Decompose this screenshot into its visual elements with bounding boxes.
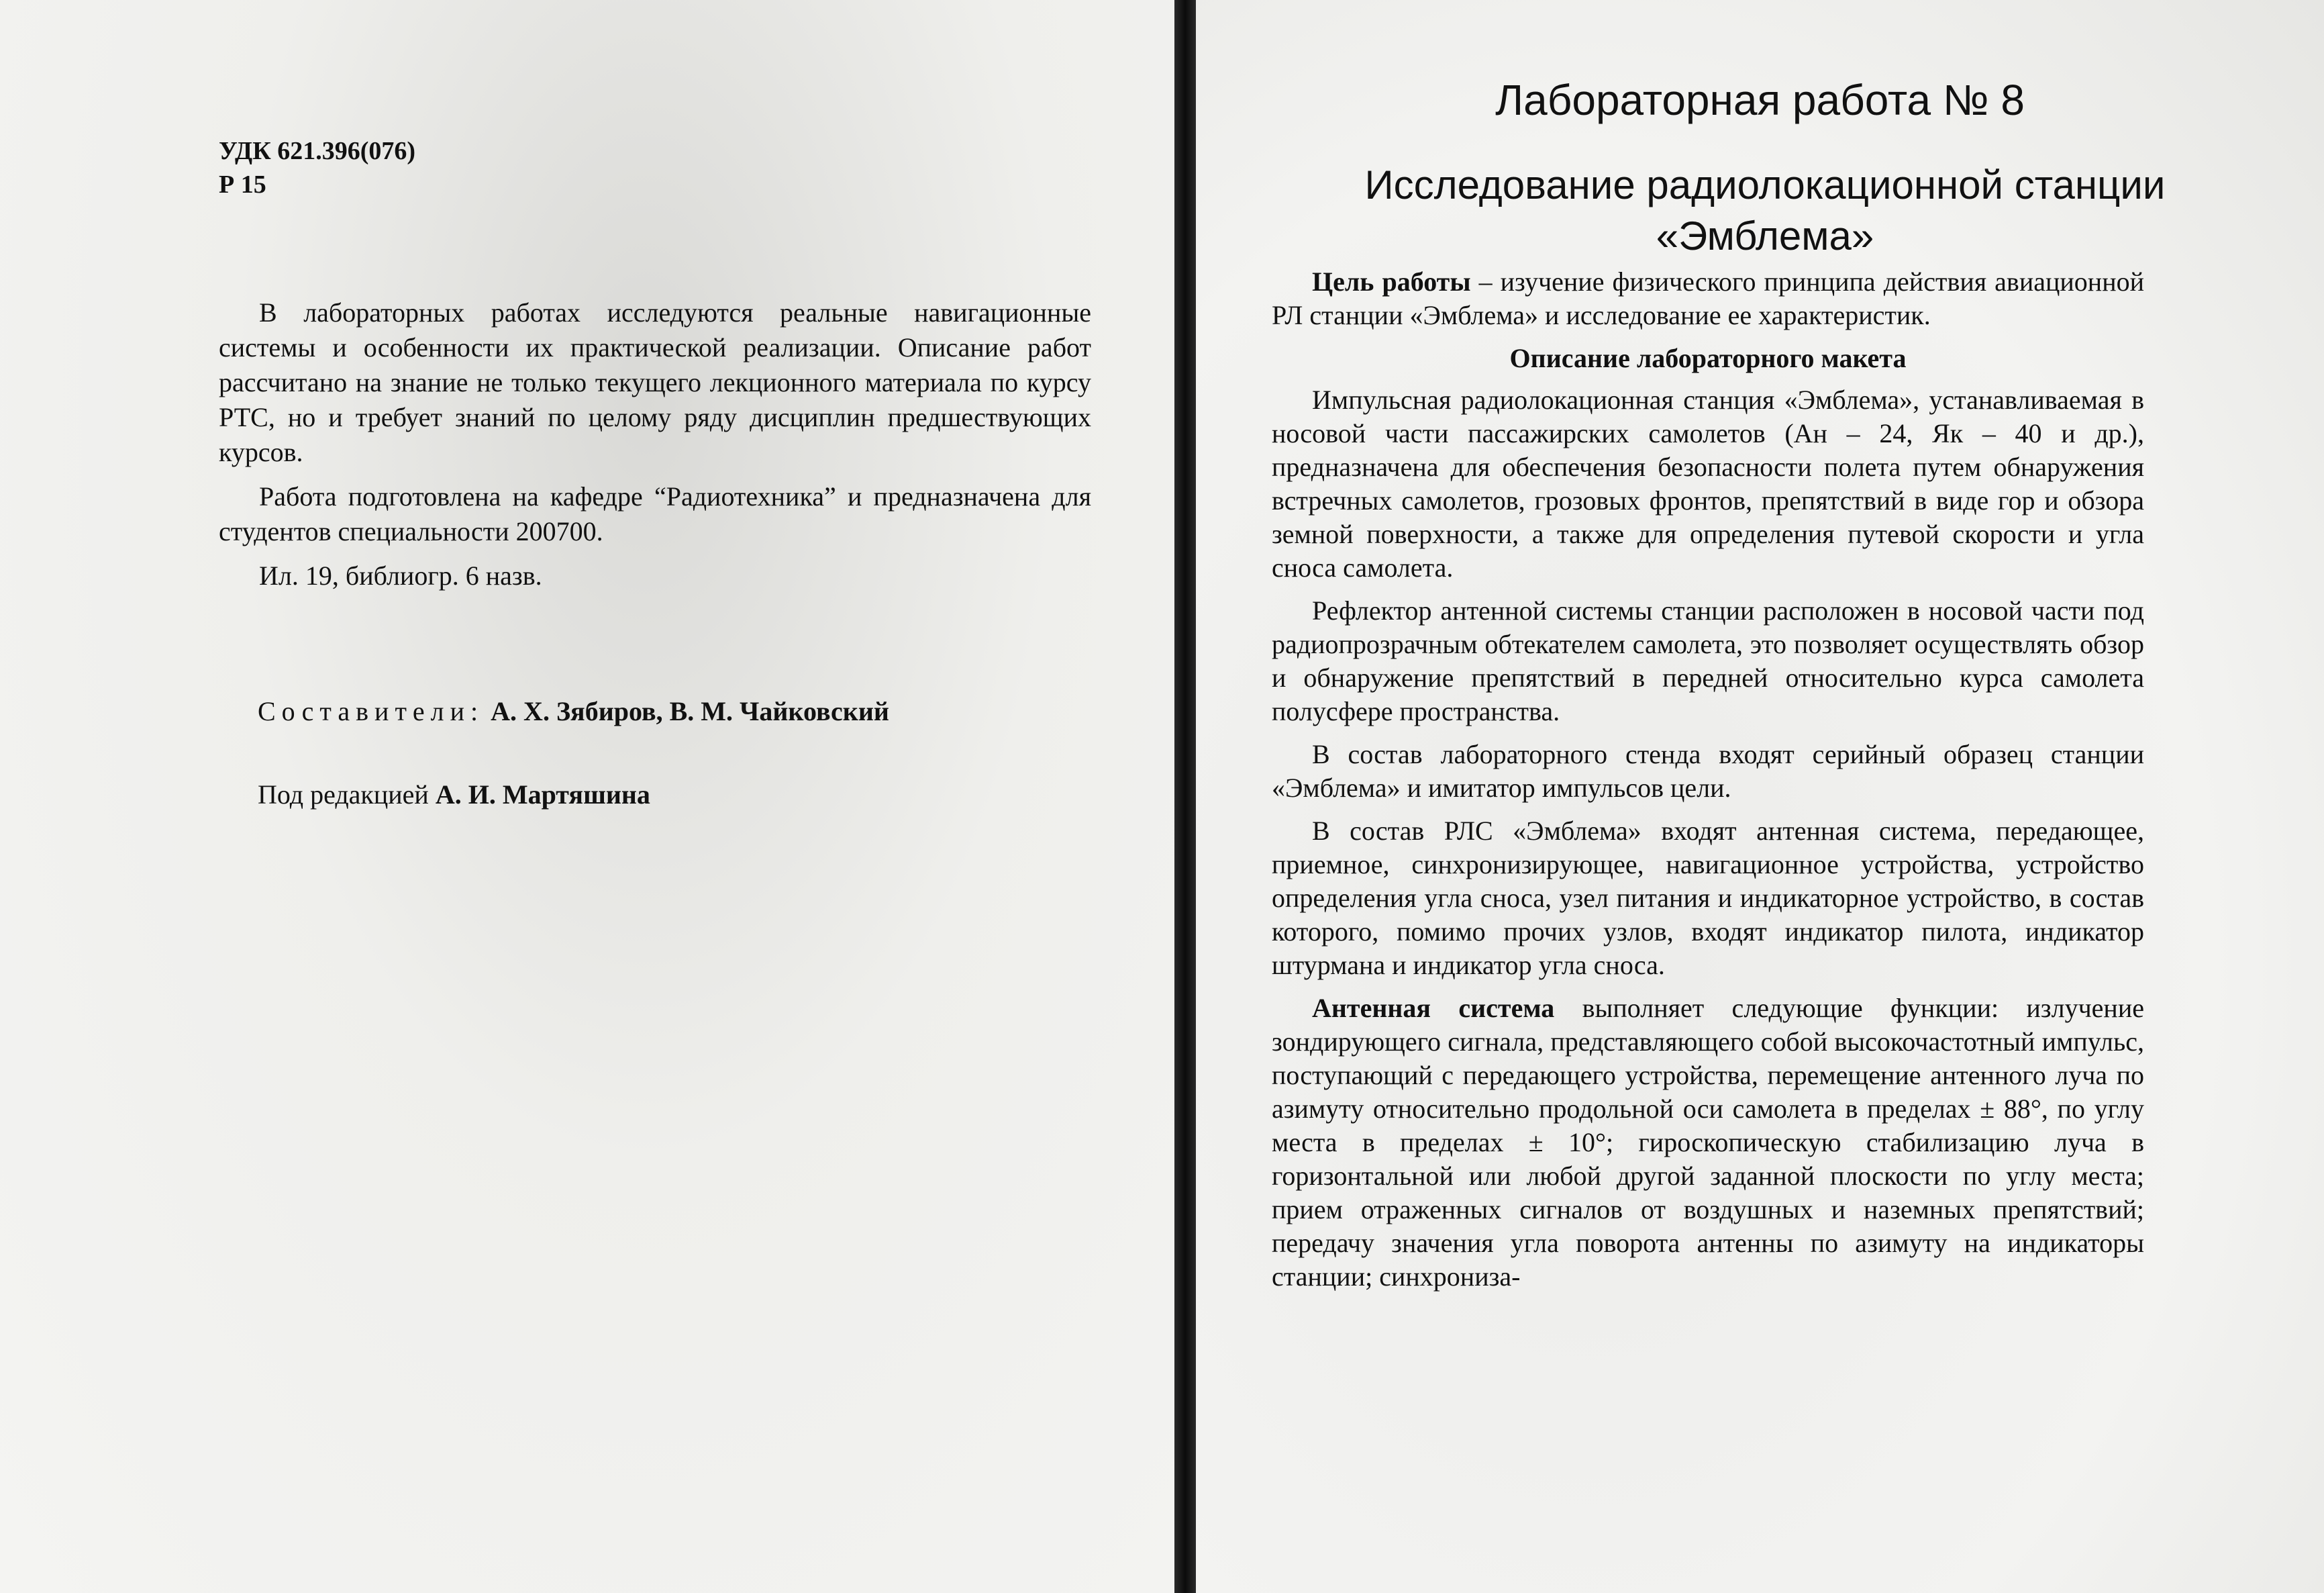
book-gutter (1174, 0, 1196, 1593)
antenna-text: выполняет следующие функции: излучение зондирующего сигнала, представляющего собой высокочастотный импульс, поступающий с передающего устройства, перемещение антенного луча по азимуту относительно продольной оси самолета в пределах ± 88°, по углу места в пределах ± 10°; гироскопическую стабилизацию луча в горизонтальной или любой другой заданной плоскости по углу места; прием отраженных сигналов от воздушных и наземных препятствий; передачу значения угла поворота антенны по азимуту на индикаторы станции; синхрониза- (1272, 993, 2145, 1292)
antenna-label: Антенная система (1312, 993, 1555, 1023)
lab-title: Лабораторная работа № 8 (1495, 76, 2025, 124)
annotation-paragraph: Ил. 19, библиогр. 6 назв. (259, 561, 542, 591)
annotation-paragraph: В лабораторных работах исследуются реальные навигационные системы и особенности их практической реализации. Описание работ рассчитано на знание не только текущего лекционного материала по курсу РТС, но и требует знаний по целому ряду дисциплин предшествующих курсов. (219, 297, 1091, 467)
body-text (1272, 265, 2144, 1303)
authors-label: Составители: (258, 696, 485, 726)
body-paragraph: Рефлектор антенной системы станции расположен в носовой части под радиопрозрачным обтекателем самолета, это позволяет осуществлять обзор и обнаружение препятствий в передней относительно курса самолета полусфере пространства. (1272, 595, 2144, 726)
annotation-paragraph: Работа подготовлена на кафедре “Радиотехника” и предназначена для студентов специальности 200700. (219, 481, 1091, 546)
udk-code: УДК 621.396(076) (219, 137, 416, 165)
body-paragraph: В состав лабораторного стенда входят серийный образец станции «Эмблема» и имитатор импульсов цели. (1272, 739, 2144, 803)
classification-code: Р 15 (219, 171, 266, 199)
lab-subtitle (1275, 160, 2255, 262)
body-paragraph: В состав РЛС «Эмблема» входят антенная система, передающее, приемное, синхронизирующее, навигационное устройства, устройство определения угла сноса, узел питания и индикаторное устройство, в состав которого, помимо прочих узлов, входят индикатор пилота, индикатор штурмана и индикатор угла сноса. (1272, 816, 2144, 980)
antenna-paragraph (1272, 992, 2144, 1294)
goal-text: – изучение физического принципа действия авиационной РЛ станции «Эмблема» и исследование ее характеристик. (1272, 267, 2145, 330)
udk-block (219, 134, 415, 201)
body-paragraph: Импульсная радиолокационная станция «Эмблема», устанавливаемая в носовой части пассажирских самолетов (Ан – 24, Як – 40 и др.), предназначена для обеспечения безопасности полета путем обнаружения встречных самолетов, грозовых фронтов, препятствий в виде гор и обзора земной поверхности, а также для определения путевой скорости и угла сноса самолета. (1272, 385, 2144, 583)
editor-line (258, 779, 650, 810)
goal-paragraph (1272, 265, 2144, 332)
annotation (219, 295, 1091, 603)
authors-line (258, 695, 889, 727)
section-heading: Описание лабораторного макета (1509, 343, 1907, 373)
editor-name: А. И. Мартяшина (435, 779, 650, 810)
authors-names: А. Х. Зябиров, В. М. Чайковский (491, 696, 889, 726)
editor-label: Под редакцией (258, 779, 429, 810)
subtitle-line: «Эмблема» (1656, 213, 1874, 258)
goal-label: Цель работы (1312, 267, 1471, 297)
subtitle-line: Исследование радиолокационной станции (1364, 162, 2166, 207)
